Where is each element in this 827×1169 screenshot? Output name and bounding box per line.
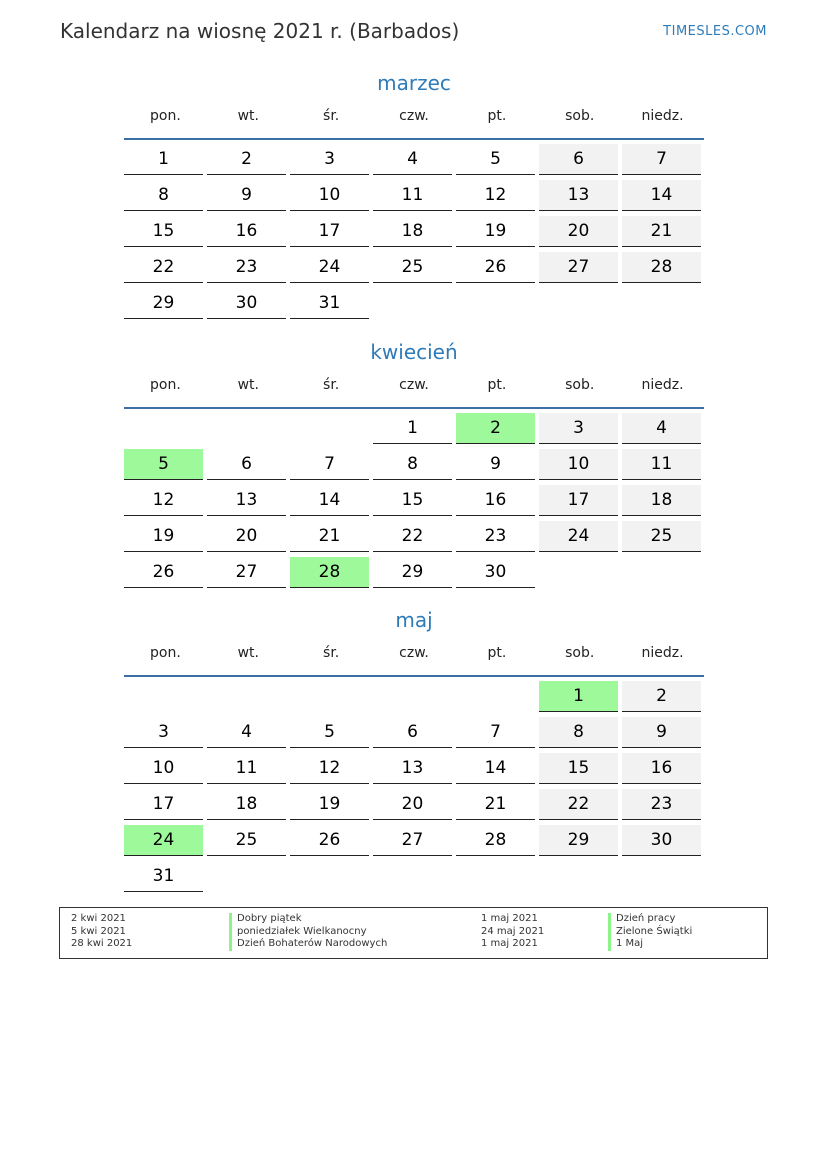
legend-holiday-name: 1 Maj bbox=[608, 938, 692, 951]
day-cell: 24 bbox=[124, 825, 203, 856]
day-cell: 28 bbox=[622, 252, 701, 283]
weekday-label: niedz. bbox=[641, 645, 684, 661]
day-cell: 18 bbox=[373, 216, 452, 247]
weekday-label: wt. bbox=[237, 377, 259, 393]
week-row bbox=[124, 180, 704, 216]
day-cell: 15 bbox=[373, 485, 452, 516]
week-row bbox=[124, 825, 704, 861]
day-cell: 27 bbox=[207, 557, 286, 588]
day-cell: 5 bbox=[290, 717, 369, 748]
weekday-header-row bbox=[124, 375, 704, 409]
day-cell: 11 bbox=[207, 753, 286, 784]
day-cell: 31 bbox=[124, 861, 203, 892]
day-cell: 15 bbox=[124, 216, 203, 247]
weekday-label: pon. bbox=[150, 108, 181, 124]
empty-day-cell bbox=[207, 413, 286, 443]
weekday-label: pt. bbox=[487, 377, 507, 393]
day-cell: 6 bbox=[207, 449, 286, 480]
day-cell: 2 bbox=[207, 144, 286, 175]
day-cell: 29 bbox=[124, 288, 203, 319]
day-cell: 10 bbox=[539, 449, 618, 480]
day-cell: 10 bbox=[290, 180, 369, 211]
legend-holiday-name: Dzień pracy bbox=[608, 913, 692, 926]
empty-day-cell bbox=[456, 681, 535, 711]
day-cell: 7 bbox=[290, 449, 369, 480]
day-cell: 31 bbox=[290, 288, 369, 319]
day-cell: 24 bbox=[539, 521, 618, 552]
day-cell: 8 bbox=[373, 449, 452, 480]
empty-day-cell bbox=[290, 861, 369, 891]
empty-day-cell bbox=[456, 288, 535, 318]
day-cell: 27 bbox=[539, 252, 618, 283]
legend-date: 1 maj 2021 bbox=[481, 938, 538, 949]
weekday-label: niedz. bbox=[641, 108, 684, 124]
day-cell: 21 bbox=[456, 789, 535, 820]
day-cell: 3 bbox=[290, 144, 369, 175]
day-cell: 2 bbox=[456, 413, 535, 444]
day-cell: 14 bbox=[456, 753, 535, 784]
week-row bbox=[124, 557, 704, 593]
day-cell: 22 bbox=[539, 789, 618, 820]
day-cell: 18 bbox=[207, 789, 286, 820]
empty-day-cell bbox=[290, 681, 369, 711]
day-cell: 7 bbox=[456, 717, 535, 748]
day-cell: 29 bbox=[539, 825, 618, 856]
day-cell: 3 bbox=[124, 717, 203, 748]
empty-day-cell bbox=[622, 288, 701, 318]
day-cell: 13 bbox=[207, 485, 286, 516]
day-cell: 14 bbox=[622, 180, 701, 211]
month-may bbox=[124, 605, 704, 897]
weeks-grid bbox=[124, 409, 704, 593]
day-cell: 14 bbox=[290, 485, 369, 516]
day-cell: 29 bbox=[373, 557, 452, 588]
day-cell: 12 bbox=[290, 753, 369, 784]
legend-right-names bbox=[608, 913, 692, 951]
weekday-label: sob. bbox=[565, 108, 595, 124]
page-title: Kalendarz na wiosnę 2021 r. (Barbados) bbox=[60, 19, 460, 43]
month-title: maj bbox=[395, 608, 433, 632]
day-cell: 3 bbox=[539, 413, 618, 444]
month-march bbox=[124, 68, 704, 324]
weekday-header-row bbox=[124, 643, 704, 677]
empty-day-cell bbox=[456, 861, 535, 891]
day-cell: 9 bbox=[622, 717, 701, 748]
day-cell: 5 bbox=[124, 449, 203, 480]
week-row bbox=[124, 485, 704, 521]
weekday-label: sob. bbox=[565, 645, 595, 661]
weekday-label: czw. bbox=[399, 108, 429, 124]
day-cell: 11 bbox=[373, 180, 452, 211]
weekday-label: wt. bbox=[237, 645, 259, 661]
day-cell: 23 bbox=[456, 521, 535, 552]
day-cell: 30 bbox=[622, 825, 701, 856]
week-row bbox=[124, 753, 704, 789]
day-cell: 22 bbox=[124, 252, 203, 283]
weekday-label: pon. bbox=[150, 377, 181, 393]
legend-date: 5 kwi 2021 bbox=[71, 925, 126, 937]
weekday-label: pt. bbox=[487, 645, 507, 661]
empty-day-cell bbox=[290, 413, 369, 443]
day-cell: 22 bbox=[373, 521, 452, 552]
day-cell: 17 bbox=[539, 485, 618, 516]
week-row bbox=[124, 521, 704, 557]
day-cell: 1 bbox=[539, 681, 618, 712]
empty-day-cell bbox=[539, 288, 618, 318]
day-cell: 21 bbox=[622, 216, 701, 247]
day-cell: 28 bbox=[290, 557, 369, 588]
weeks-grid bbox=[124, 140, 704, 324]
day-cell: 16 bbox=[456, 485, 535, 516]
legend-date: 24 maj 2021 bbox=[481, 925, 545, 937]
empty-day-cell bbox=[373, 288, 452, 318]
day-cell: 9 bbox=[456, 449, 535, 480]
week-row bbox=[124, 789, 704, 825]
day-cell: 11 bbox=[622, 449, 701, 480]
legend-left-dates bbox=[71, 913, 132, 951]
day-cell: 26 bbox=[124, 557, 203, 588]
brand-link[interactable]: TIMESLES.COM bbox=[663, 24, 767, 39]
week-row bbox=[124, 252, 704, 288]
day-cell: 26 bbox=[290, 825, 369, 856]
day-cell: 9 bbox=[207, 180, 286, 211]
day-cell: 6 bbox=[539, 144, 618, 175]
day-cell: 21 bbox=[290, 521, 369, 552]
day-cell: 25 bbox=[622, 521, 701, 552]
day-cell: 15 bbox=[539, 753, 618, 784]
day-cell: 8 bbox=[124, 180, 203, 211]
week-row bbox=[124, 288, 704, 324]
day-cell: 20 bbox=[539, 216, 618, 247]
legend-right-dates bbox=[481, 913, 544, 951]
day-cell: 12 bbox=[456, 180, 535, 211]
weekday-label: czw. bbox=[399, 377, 429, 393]
week-row bbox=[124, 681, 704, 717]
empty-day-cell bbox=[373, 861, 452, 891]
day-cell: 30 bbox=[456, 557, 535, 588]
holiday-legend bbox=[59, 907, 768, 959]
day-cell: 19 bbox=[456, 216, 535, 247]
day-cell: 20 bbox=[373, 789, 452, 820]
week-row bbox=[124, 449, 704, 485]
weekday-label: wt. bbox=[237, 108, 259, 124]
weekday-label: czw. bbox=[399, 645, 429, 661]
legend-holiday-name: Zielone Świątki bbox=[608, 926, 692, 939]
weeks-grid bbox=[124, 677, 704, 897]
month-title: kwiecień bbox=[370, 340, 458, 364]
empty-day-cell bbox=[373, 681, 452, 711]
weekday-label: śr. bbox=[323, 377, 340, 393]
day-cell: 5 bbox=[456, 144, 535, 175]
weekday-label: niedz. bbox=[641, 377, 684, 393]
legend-holiday-name: Dzień Bohaterów Narodowych bbox=[229, 938, 387, 951]
day-cell: 1 bbox=[373, 413, 452, 444]
empty-day-cell bbox=[124, 413, 203, 443]
day-cell: 19 bbox=[124, 521, 203, 552]
day-cell: 2 bbox=[622, 681, 701, 712]
day-cell: 23 bbox=[622, 789, 701, 820]
day-cell: 1 bbox=[124, 144, 203, 175]
day-cell: 13 bbox=[373, 753, 452, 784]
week-row bbox=[124, 144, 704, 180]
legend-holiday-name: Dobry piątek bbox=[229, 913, 387, 926]
day-cell: 16 bbox=[622, 753, 701, 784]
month-title: marzec bbox=[377, 71, 451, 95]
day-cell: 27 bbox=[373, 825, 452, 856]
legend-date: 2 kwi 2021 bbox=[71, 913, 126, 924]
day-cell: 8 bbox=[539, 717, 618, 748]
day-cell: 20 bbox=[207, 521, 286, 552]
week-row bbox=[124, 413, 704, 449]
day-cell: 10 bbox=[124, 753, 203, 784]
day-cell: 25 bbox=[207, 825, 286, 856]
empty-day-cell bbox=[539, 861, 618, 891]
day-cell: 4 bbox=[373, 144, 452, 175]
day-cell: 6 bbox=[373, 717, 452, 748]
empty-day-cell bbox=[539, 557, 618, 587]
day-cell: 19 bbox=[290, 789, 369, 820]
empty-day-cell bbox=[124, 681, 203, 711]
day-cell: 24 bbox=[290, 252, 369, 283]
weekday-label: śr. bbox=[323, 108, 340, 124]
legend-date: 28 kwi 2021 bbox=[71, 938, 133, 949]
day-cell: 17 bbox=[124, 789, 203, 820]
legend-left-names bbox=[229, 913, 387, 951]
week-row bbox=[124, 861, 704, 897]
day-cell: 7 bbox=[622, 144, 701, 175]
day-cell: 17 bbox=[290, 216, 369, 247]
day-cell: 12 bbox=[124, 485, 203, 516]
weekday-label: śr. bbox=[323, 645, 340, 661]
weekday-label: pt. bbox=[487, 108, 507, 124]
empty-day-cell bbox=[622, 861, 701, 891]
empty-day-cell bbox=[207, 681, 286, 711]
week-row bbox=[124, 717, 704, 753]
empty-day-cell bbox=[207, 861, 286, 891]
legend-holiday-name: poniedziałek Wielkanocny bbox=[229, 926, 387, 939]
month-april bbox=[124, 337, 704, 593]
day-cell: 30 bbox=[207, 288, 286, 319]
day-cell: 26 bbox=[456, 252, 535, 283]
day-cell: 16 bbox=[207, 216, 286, 247]
weekday-label: pon. bbox=[150, 645, 181, 661]
day-cell: 28 bbox=[456, 825, 535, 856]
day-cell: 4 bbox=[207, 717, 286, 748]
day-cell: 4 bbox=[622, 413, 701, 444]
week-row bbox=[124, 216, 704, 252]
day-cell: 18 bbox=[622, 485, 701, 516]
day-cell: 13 bbox=[539, 180, 618, 211]
day-cell: 23 bbox=[207, 252, 286, 283]
legend-date: 1 maj 2021 bbox=[481, 913, 538, 924]
weekday-label: sob. bbox=[565, 377, 595, 393]
weekday-header-row bbox=[124, 106, 704, 140]
day-cell: 25 bbox=[373, 252, 452, 283]
empty-day-cell bbox=[622, 557, 701, 587]
